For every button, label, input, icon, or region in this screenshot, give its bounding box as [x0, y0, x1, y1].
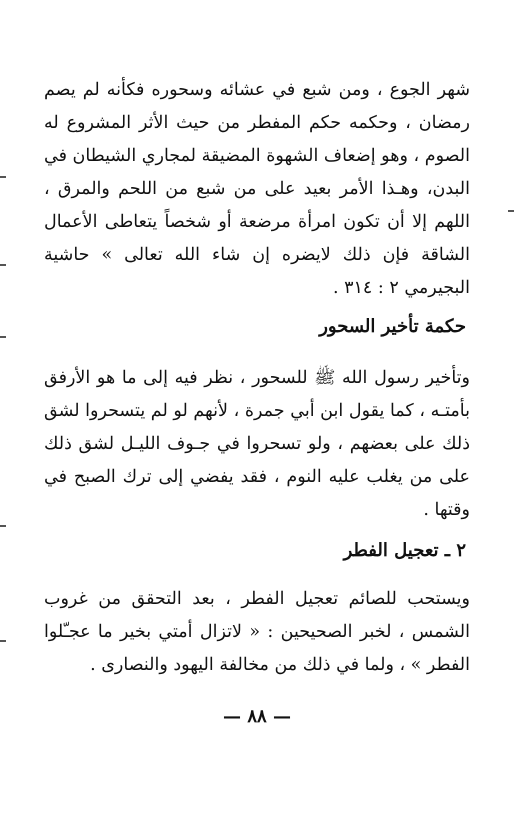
margin-mark — [0, 525, 6, 527]
paragraph-fasting-effect: شهر الجوع ، ومن شبع في عشائه وسحوره فكأنه لم يصم رمضان ، وحكمه حكم المفطر من حيث الأثر المشروع له الصوم ، وهو إضعاف الشهوة المضيقة لمجاري الشيطان في البدن، وهـذا الأمر بعيد على من شبع من اللحم والمرق ، اللهم إلا أن تكون امرأة مرضعة أو شخصاً يتعاطى الأعمال الشاقة فإن ذلك لايضره إن شاء الله تعالى » حاشية البجيرمي ٢ : ٣١٤ . — [44, 80, 470, 298]
section-heading-suhoor-delay: حكمة تأخير السحور — [319, 316, 466, 337]
margin-mark — [0, 264, 6, 266]
margin-mark — [0, 176, 6, 178]
paragraph-hastening-iftar: ويستحب للصائم تعجيل الفطر ، بعد التحقق من غروب الشمس ، لخبر الصحيحين : « لاتزال أمتي بخير ما عجـّلوا الفطر » ، ولما في ذلك من مخالفة اليهود والنصارى . — [44, 589, 470, 675]
margin-mark — [0, 640, 6, 642]
page-number: — ٨٨ — — [223, 706, 291, 727]
section-heading-hastening-iftar: ٢ ـ تعجيل الفطر — [343, 540, 466, 561]
margin-mark — [508, 210, 514, 212]
paragraph-suhoor-delay: وتأخير رسول الله ﷺ للسحور ، نظر فيه إلى ما هو الأرفق بأمتـه ، كما يقول ابن أبي جمرة ، لأنهم لو لم يتسحروا لشق ذلك على بعضهم ، ولو تسحروا في جـوف الليـل لشق ذلك على من يغلب عليه النوم ، فقد يفضي إلى ترك الصبح في وقتها . — [44, 368, 470, 520]
margin-mark — [0, 336, 6, 338]
